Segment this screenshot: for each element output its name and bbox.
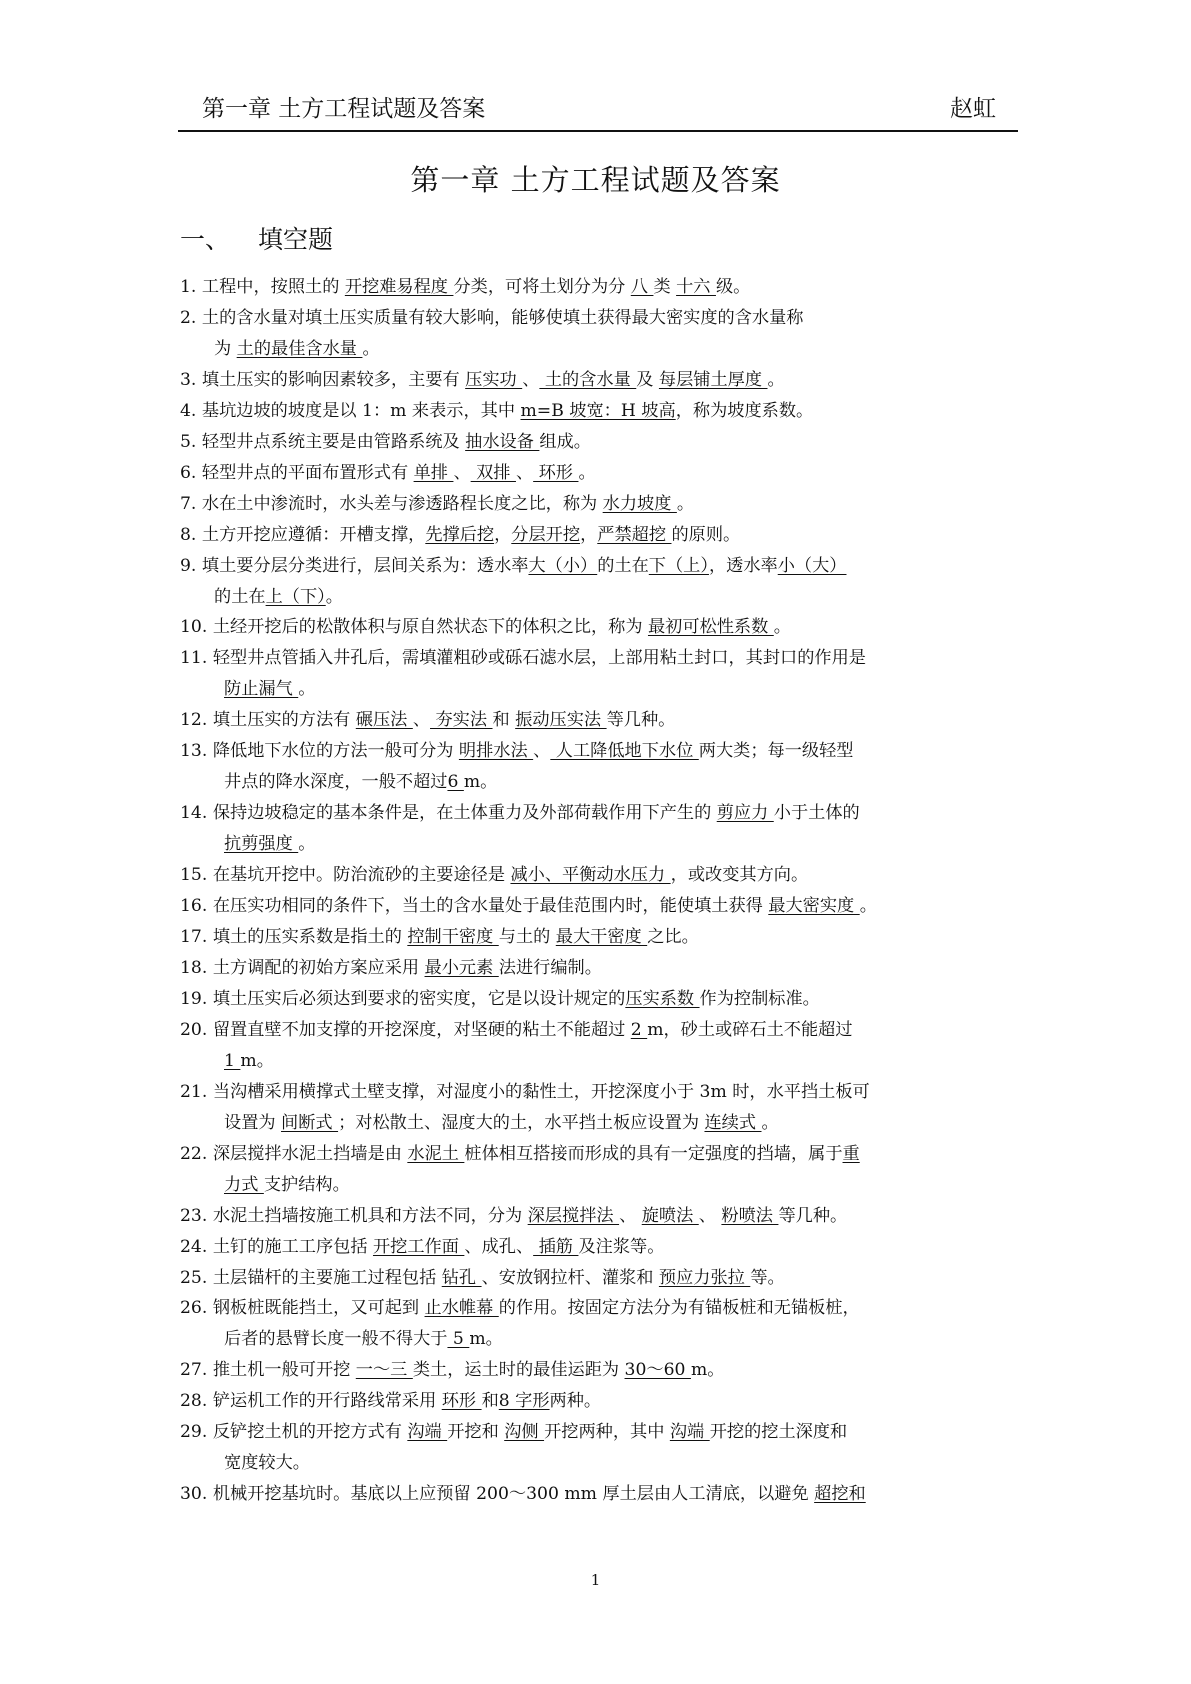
question-item	[180, 891, 1026, 922]
question-text: 和	[492, 710, 516, 731]
answer-blank: 2	[630, 1019, 648, 1040]
question-text: 两大类；每一级轻型	[698, 741, 854, 762]
question-number: 6.	[180, 462, 197, 483]
question-text: 填土压实的方法有	[212, 710, 356, 731]
question-text: 、	[412, 710, 431, 731]
answer-blank: 旋喷法	[641, 1205, 699, 1226]
question-text: 、	[453, 462, 471, 483]
question-text: ；对松散土、湿度大的土，水平挡土板应设置为	[338, 1112, 705, 1133]
question-number: 2.	[180, 307, 197, 328]
answer-blank: 最初可松性系数	[647, 617, 774, 638]
answer-blank: 开挖难易程度	[344, 277, 454, 297]
question-text: 两种。	[549, 1391, 602, 1412]
question-text: 小于土体的	[773, 803, 860, 824]
answer-blank: 5	[447, 1329, 470, 1350]
answer-blank: 插筋	[533, 1236, 579, 1257]
question-text: 等几种。	[778, 1205, 848, 1226]
question-list	[180, 272, 1026, 1510]
question-number: 28.	[180, 1391, 208, 1412]
answer-blank: 粉喷法	[721, 1205, 779, 1226]
answer-blank: 先撑后挖	[425, 524, 495, 545]
answer-blank: 抽水设备	[465, 431, 540, 452]
answer-blank: 连续式	[704, 1112, 762, 1133]
question-number: 19.	[180, 988, 208, 1009]
answer-blank: 最大密实度	[768, 896, 860, 917]
answer-blank: 1	[224, 1050, 241, 1071]
question-text: 、	[515, 462, 534, 483]
question-text: 。	[676, 493, 695, 514]
question-number: 8.	[180, 524, 197, 545]
question-number: 11.	[180, 648, 208, 669]
answer-blank: 碾压法	[355, 710, 413, 731]
question-item	[180, 1263, 1026, 1294]
answer-blank: 土的最佳含水量	[236, 338, 363, 359]
question-text: 。	[325, 586, 343, 607]
answer-blank: 下（上）	[648, 555, 709, 576]
question-number: 16.	[180, 896, 208, 917]
question-text: 土方调配的初始方案应采用	[212, 957, 425, 978]
question-number: 17.	[180, 927, 208, 948]
answer-blank: 大（小）	[528, 555, 598, 576]
question-number: 5.	[180, 431, 197, 452]
question-item	[180, 365, 1026, 396]
question-item	[180, 736, 1026, 798]
question-text: 开挖两种，其中	[544, 1422, 670, 1443]
question-text: 。	[859, 896, 877, 917]
question-text: 、	[619, 1205, 642, 1226]
answer-blank: 严禁超挖	[597, 524, 672, 545]
question-text: 开挖的挖土深度和	[709, 1422, 848, 1443]
answer-blank: 十六	[676, 277, 716, 297]
header-author: 赵虹	[950, 96, 996, 122]
question-text: 等几种。	[606, 710, 676, 731]
question-item	[180, 303, 1026, 365]
question-number: 10.	[180, 617, 208, 638]
question-text: 宽度较大。	[224, 1453, 310, 1474]
section-title: 填空题	[258, 225, 334, 254]
question-text: m。	[463, 772, 498, 793]
question-item	[180, 953, 1026, 984]
question-item	[180, 458, 1026, 489]
question-text: 降低地下水位的方法一般可分为	[212, 741, 459, 762]
question-text: 分类，可将土划分为分	[453, 277, 631, 297]
question-text: 保持边坡稳定的基本条件是，在土体重力及外部荷载作用下产生的	[212, 803, 717, 824]
answer-blank: 人工降低地下水位	[550, 741, 699, 762]
question-text: 在压实功相同的条件下，当土的含水量处于最佳范围内时，能使填土获得	[212, 896, 769, 917]
answer-blank: 八	[630, 277, 654, 297]
question-text: 的作用。按固定方法分为有锚板桩和无锚板桩，	[498, 1298, 860, 1319]
answer-blank: 沟端	[407, 1422, 448, 1443]
question-text: 设置为	[224, 1112, 282, 1133]
question-text: 填土的压实系数是指土的	[212, 927, 408, 948]
question-text: 。	[362, 338, 380, 359]
question-text: 为	[214, 338, 237, 359]
question-text: ，或改变其方向。	[670, 865, 809, 886]
question-text: 和	[481, 1391, 499, 1412]
question-text: 开挖和	[447, 1422, 505, 1443]
question-number: 21.	[180, 1081, 208, 1102]
question-text: 、	[533, 741, 551, 762]
question-item	[180, 272, 1026, 303]
answer-blank: 重	[842, 1143, 860, 1164]
question-text: 级。	[715, 277, 751, 297]
question-item	[180, 984, 1026, 1015]
answer-blank: 明排水法	[458, 741, 534, 762]
question-text: 。	[767, 369, 785, 390]
question-text: 反铲挖土机的开挖方式有	[212, 1422, 408, 1443]
question-number: 7.	[180, 493, 197, 514]
question-item	[180, 427, 1026, 458]
question-text: 类土，运土时的最佳运距为	[412, 1360, 625, 1381]
question-number: 18.	[180, 957, 208, 978]
question-number: 30.	[180, 1484, 208, 1505]
question-item	[180, 396, 1026, 427]
answer-blank: 防止漏气	[224, 679, 299, 700]
running-header	[178, 86, 1018, 132]
question-text: 组成。	[539, 431, 591, 452]
question-text: 、	[698, 1205, 722, 1226]
question-text: 。	[761, 1112, 779, 1133]
answer-blank: 每层铺土厚度	[658, 369, 768, 390]
question-number: 1.	[180, 277, 197, 297]
question-text: 桩体相互搭接而形成的具有一定强度的挡墙，属于	[464, 1143, 843, 1164]
answer-blank: 30～60	[624, 1360, 691, 1381]
question-item	[180, 643, 1026, 705]
answer-blank: m=B 坡宽：H 坡高	[520, 400, 676, 421]
question-number: 23.	[180, 1205, 208, 1226]
answer-blank: 减小、平衡动水压力	[510, 865, 671, 886]
answer-blank: 水泥土	[407, 1143, 465, 1164]
question-text: 土方开挖应遵循：开槽支撑，	[201, 524, 426, 545]
question-text: ，透水率	[708, 555, 778, 576]
question-item	[180, 1417, 1026, 1479]
question-text: 后者的悬臂长度一般不得大于	[224, 1329, 448, 1350]
question-item	[180, 551, 1026, 613]
answer-blank: 上（下）	[265, 586, 326, 607]
question-text: 机械开挖基坑时。基底以上应预留 200～300 mm 厚土层由人工清底，以避免	[212, 1484, 815, 1505]
question-item	[180, 1015, 1026, 1077]
question-text: ，	[580, 524, 598, 545]
answer-blank: 水力坡度	[602, 493, 677, 514]
question-item	[180, 705, 1026, 736]
question-number: 14.	[180, 803, 208, 824]
answer-blank: 压实系数	[625, 988, 700, 1009]
question-text: 基坑边坡的坡度是以 1：m 来表示，其中	[201, 400, 521, 421]
answer-blank: 深层搅拌法	[527, 1205, 620, 1226]
answer-blank: 抗剪强度	[224, 834, 299, 855]
answer-blank: 最大干密度	[555, 927, 648, 948]
question-text: 的土在	[214, 586, 266, 607]
question-item	[180, 922, 1026, 953]
question-text: 及注浆等。	[578, 1236, 665, 1257]
answer-blank: 剪应力	[716, 803, 774, 824]
question-item	[180, 612, 1026, 643]
answer-blank: 沟侧	[504, 1422, 545, 1443]
page-number: 1	[590, 1571, 601, 1589]
question-text: 在基坑开挖中。防治流砂的主要途径是	[212, 865, 511, 886]
question-text: 当沟槽采用横撑式土壁支撑，对湿度小的黏性土，开挖深度小于 3m 时，水平挡土板可	[212, 1081, 870, 1102]
question-text: 填土压实后必须达到要求的密实度，它是以设计规定的	[212, 988, 626, 1009]
question-item	[180, 1386, 1026, 1417]
question-text: 水泥土挡墙按施工机具和方法不同，分为	[212, 1205, 528, 1226]
question-number: 9.	[180, 555, 197, 576]
question-text: 填土压实的影响因素较多，主要有	[201, 369, 466, 390]
answer-blank: 6	[447, 772, 464, 793]
question-item	[180, 1355, 1026, 1386]
question-text: 。	[773, 617, 791, 638]
question-text: 作为控制标准。	[699, 988, 820, 1009]
question-text: 铲运机工作的开行路线常采用	[212, 1391, 442, 1412]
question-item	[180, 860, 1026, 891]
question-item	[180, 1139, 1026, 1201]
answer-blank: 预应力张拉	[658, 1267, 751, 1288]
document-title: 第一章 土方工程试题及答案	[410, 163, 781, 197]
section-heading	[180, 220, 333, 256]
question-text: ，	[494, 524, 512, 545]
question-text: m。	[240, 1050, 274, 1071]
question-text: 之比。	[647, 927, 699, 948]
question-text: ，称为坡度系数。	[675, 400, 814, 421]
answer-blank: 钻孔	[441, 1267, 482, 1288]
question-text: 的土在	[597, 555, 649, 576]
question-text: 土钉的施工工序包括	[212, 1236, 373, 1257]
question-number: 4.	[180, 400, 197, 421]
question-text: 井点的降水深度，一般不超过	[224, 772, 448, 793]
question-number: 3.	[180, 369, 197, 390]
answer-blank: 振动压实法	[515, 710, 607, 731]
question-number: 13.	[180, 741, 208, 762]
question-text: 法进行编制。	[498, 957, 602, 978]
question-number: 20.	[180, 1019, 208, 1040]
question-item	[180, 1232, 1026, 1263]
question-number: 26.	[180, 1298, 208, 1319]
question-text: 的原则。	[671, 524, 741, 545]
question-item	[180, 1201, 1026, 1232]
question-number: 25.	[180, 1267, 208, 1288]
question-text: 留置直壁不加支撑的开挖深度，对坚硬的粘土不能超过	[212, 1019, 631, 1040]
answer-blank: 压实功	[465, 369, 523, 390]
question-text: 填土要分层分类进行，层间关系为：透水率	[201, 555, 529, 576]
question-text: 推土机一般可开挖	[212, 1360, 356, 1381]
question-item	[180, 1293, 1026, 1355]
question-text: 类	[653, 277, 677, 297]
answer-blank: 超挖和	[814, 1484, 866, 1505]
question-text: 轻型井点的平面布置形式有	[201, 462, 414, 483]
answer-blank: 力式	[224, 1174, 264, 1195]
question-text: 。	[578, 462, 596, 483]
question-text: 与土的	[498, 927, 556, 948]
question-text: 及	[636, 369, 659, 390]
answer-blank: 环形	[441, 1391, 482, 1412]
question-text: 深层搅拌水泥土挡墙是由	[212, 1143, 408, 1164]
question-number: 12.	[180, 710, 208, 731]
question-text: 水在土中渗流时，水头差与渗透路程长度之比，称为	[201, 493, 603, 514]
question-item	[180, 1479, 1026, 1510]
question-text: m。	[690, 1360, 725, 1381]
question-number: 22.	[180, 1143, 208, 1164]
question-number: 15.	[180, 865, 208, 886]
question-item	[180, 520, 1026, 551]
question-text: 土的含水量对填土压实质量有较大影响，能够使填土获得最大密实度的含水量称	[201, 307, 804, 328]
question-text: 支护结构。	[263, 1174, 350, 1195]
question-text: 。	[298, 679, 316, 700]
answer-blank: 控制干密度	[407, 927, 499, 948]
answer-blank: 止水帷幕	[424, 1298, 499, 1319]
question-text: m，砂土或碎石土不能超过	[647, 1019, 853, 1040]
question-item	[180, 1077, 1026, 1139]
answer-blank: 土的含水量	[539, 369, 637, 390]
answer-blank: 8 字形	[498, 1391, 550, 1412]
question-text: 轻型井点管插入井孔后，需填灌粗砂或砾石滤水层，上部用粘土封口，其封口的作用是	[212, 648, 866, 669]
question-text: 、成孔、	[464, 1236, 534, 1257]
answer-blank: 一～三	[355, 1360, 413, 1381]
answer-blank: 夯实法	[430, 710, 493, 731]
question-text: 、安放钢拉杆、灌浆和	[481, 1267, 659, 1288]
answer-blank: 分层开挖	[511, 524, 581, 545]
question-number: 27.	[180, 1360, 208, 1381]
question-number: 29.	[180, 1422, 208, 1443]
question-number: 24.	[180, 1236, 208, 1257]
answer-blank: 环形	[533, 462, 579, 483]
answer-blank: 开挖工作面	[372, 1236, 465, 1257]
question-text: m。	[469, 1329, 503, 1350]
question-text: 工程中，按照土的	[201, 277, 345, 297]
answer-blank: 双排	[470, 462, 516, 483]
question-text: 、	[522, 369, 540, 390]
header-title: 第一章 土方工程试题及答案	[202, 96, 486, 122]
answer-blank: 单排	[413, 462, 454, 483]
question-item	[180, 798, 1026, 860]
question-text: 轻型井点系统主要是由管路系统及	[201, 431, 466, 452]
question-text: 钢板桩既能挡土，又可起到	[212, 1298, 425, 1319]
question-text: 土经开挖后的松散体积与原自然状态下的体积之比，称为	[212, 617, 648, 638]
question-text: 。	[298, 834, 316, 855]
answer-blank: 间断式	[281, 1112, 339, 1133]
question-text: 土层锚杆的主要施工过程包括	[212, 1267, 442, 1288]
answer-blank: 沟端	[669, 1422, 710, 1443]
answer-blank: 最小元素	[424, 957, 499, 978]
question-text: 等。	[750, 1267, 785, 1288]
section-number: 一、	[180, 225, 231, 254]
answer-blank: 小（大）	[777, 555, 847, 576]
question-item	[180, 489, 1026, 520]
